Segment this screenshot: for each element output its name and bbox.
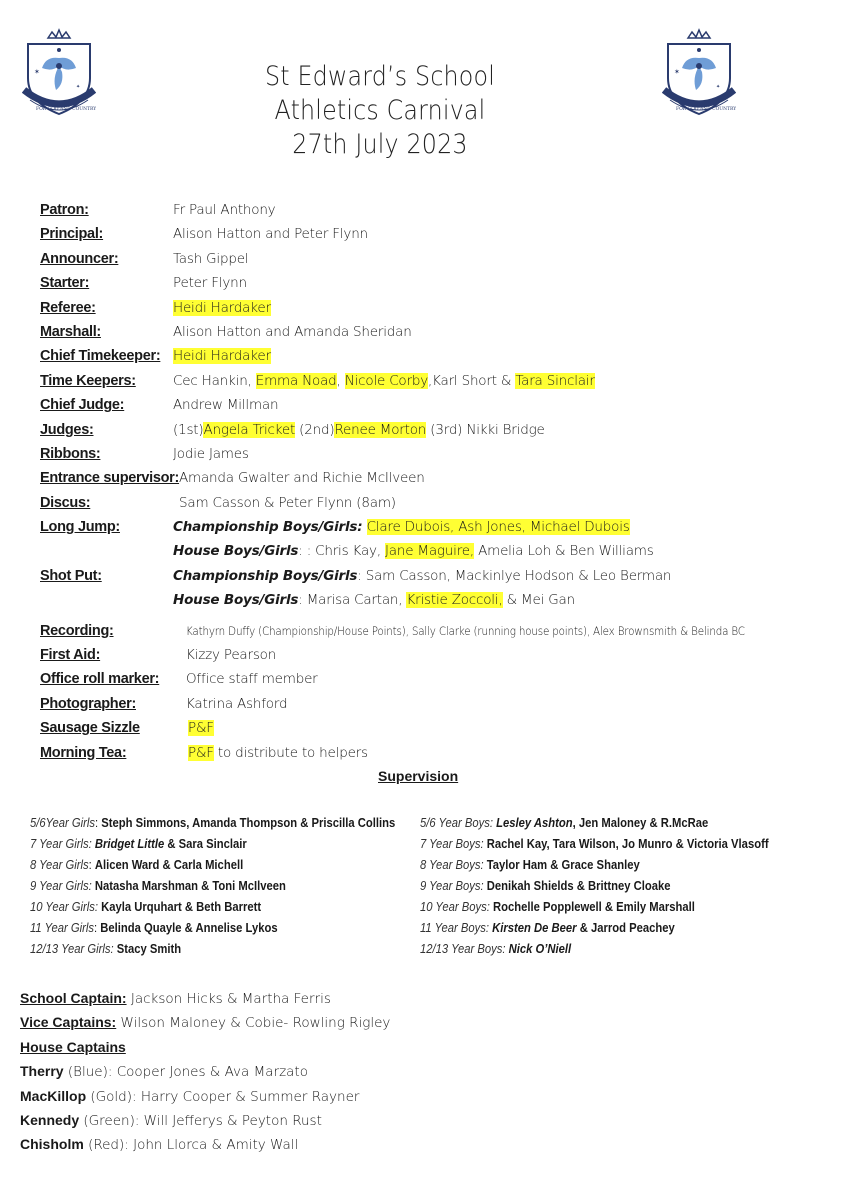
supervision-row <box>420 876 780 897</box>
svg-text:✶: ✶ <box>34 68 40 76</box>
supervision-row <box>30 939 390 960</box>
svg-text:FOR GOD AND COUNTRY: FOR GOD AND COUNTRY <box>36 107 96 112</box>
supervisor-names: Kayla Urquhart & Beth Barrett <box>101 900 262 914</box>
supervisor-names: , Jen Maloney & R.McRae <box>572 816 709 830</box>
supervisor-names: Kirsten De Beer <box>492 921 577 935</box>
role-value <box>188 741 368 765</box>
role-row <box>40 418 830 442</box>
role-label: Judges: <box>40 421 94 438</box>
role-row <box>40 369 830 393</box>
vice-captains-row <box>20 1010 620 1034</box>
house-colour: (Blue): <box>63 1064 113 1081</box>
highlighted-name: Clare Dubois, Ash Jones, Michael Dubois <box>366 519 630 536</box>
supervision-row <box>420 834 780 855</box>
school-captain-label: School Captain: <box>20 990 127 1006</box>
role-row <box>40 741 830 765</box>
name-text: : Marisa Cartan, <box>298 592 407 609</box>
separator: : <box>88 858 95 872</box>
supervision-row <box>30 834 390 855</box>
role-value <box>173 222 368 246</box>
name-text: Katrina Ashford <box>186 695 288 712</box>
year-group: 12/13 Year Girls: <box>30 942 114 956</box>
role-row <box>40 296 830 320</box>
role-label: Chief Judge: <box>40 397 125 414</box>
highlighted-name: Heidi Hardaker <box>173 299 271 316</box>
school-crest-right <box>662 28 736 118</box>
name-text: (3rd) Nikki Bridge <box>426 421 545 438</box>
highlighted-name: Heidi Hardaker <box>173 348 271 365</box>
role-label: Photographer: <box>40 695 136 712</box>
role-row <box>40 222 830 246</box>
role-row <box>40 198 830 222</box>
supervisor-names: Stacy Smith <box>116 942 182 956</box>
role-label: Announcer: <box>40 250 119 267</box>
name-text: Sam Casson & Peter Flynn (8am) <box>179 494 396 511</box>
title-school: St Edward’s School <box>264 61 496 92</box>
role-value <box>173 442 249 466</box>
role-label: Ribbons: <box>40 445 101 462</box>
role-value <box>173 393 278 417</box>
name-text: (1st) <box>173 421 204 438</box>
year-group: 9 Year Boys: <box>420 879 484 893</box>
supervision-row <box>30 897 390 918</box>
house-row <box>20 1108 620 1132</box>
supervisor-names: Taylor Ham & Grace Shanley <box>486 858 640 872</box>
role-row <box>40 393 830 417</box>
role-row <box>40 247 830 271</box>
roles-list <box>40 198 830 765</box>
supervisor-names: Steph Simmons, Amanda Thompson & Priscilla Collins <box>101 816 396 830</box>
house-captains: Will Jefferys & Peyton Rust <box>139 1112 322 1129</box>
role-label: Patron: <box>40 202 89 218</box>
supervision-heading: Supervision <box>378 768 459 784</box>
role-label: Sausage Sizzle <box>40 720 140 737</box>
house-name: Chisholm <box>20 1136 84 1153</box>
svg-text:✶: ✶ <box>674 68 680 76</box>
role-row <box>40 491 830 515</box>
role-value <box>173 344 271 368</box>
role-label: Chief Timekeeper: <box>40 348 161 365</box>
role-label: Referee: <box>40 299 96 316</box>
year-group: 12/13 Year Boys: <box>420 942 506 956</box>
role-row <box>40 466 830 490</box>
supervision-row <box>420 918 780 939</box>
name-text: Tash Gippel <box>173 250 249 267</box>
role-label: Recording: <box>40 622 114 639</box>
role-value <box>188 716 214 740</box>
year-group: 11 Year Girls <box>30 921 94 935</box>
role-value <box>186 619 745 643</box>
role-label: Principal: <box>40 226 104 243</box>
name-text: Office staff member <box>186 671 318 688</box>
event-category: Championship Boys/Girls <box>173 567 358 584</box>
house-name: Kennedy <box>20 1111 80 1128</box>
role-label: Starter: <box>40 275 90 292</box>
name-text: Amanda Gwalter and Richie McIlveen <box>179 470 425 487</box>
role-row <box>40 320 830 344</box>
highlighted-name: Nicole Corby <box>344 372 428 389</box>
separator: : <box>93 921 101 935</box>
supervisor-names: Rochelle Popplewell & Emily Marshall <box>492 900 695 914</box>
svg-text:✦: ✦ <box>76 84 81 90</box>
role-value <box>173 247 248 271</box>
name-text: & Mei Gan <box>502 592 575 609</box>
name-text: Kizzy Pearson <box>186 647 277 664</box>
supervisor-names: Lesley Ashton <box>496 816 573 830</box>
role-label: Marshall: <box>40 323 101 340</box>
vice-captains-label: Vice Captains: <box>20 1014 117 1031</box>
role-row <box>40 564 830 588</box>
house-colour: (Green): <box>79 1112 140 1129</box>
highlighted-name: Renee Morton <box>334 421 427 438</box>
name-text: Jodie James <box>173 445 249 462</box>
highlighted-name: Angela Tricket <box>203 421 296 438</box>
supervision-row <box>30 918 390 939</box>
name-text: Fr Paul Anthony <box>173 202 276 218</box>
supervisor-names: Belinda Quayle & Annelise Lykos <box>100 921 278 935</box>
title-event: Athletics Carnival <box>274 95 486 126</box>
supervision-row <box>420 897 780 918</box>
role-label: First Aid: <box>40 647 101 664</box>
role-row <box>40 643 830 667</box>
role-row <box>40 667 830 691</box>
name-text: Peter Flynn <box>173 275 247 292</box>
house-captains: John Llorca & Amity Wall <box>128 1137 299 1154</box>
school-crest-left <box>22 28 96 118</box>
year-group: 8 Year Boys: <box>420 858 484 872</box>
role-value <box>186 643 276 667</box>
house-captains-row <box>20 1035 620 1059</box>
vice-captains-value: Wilson Maloney & Cobie- Rowling Rigley <box>116 1015 391 1032</box>
role-row <box>40 539 830 563</box>
highlighted-name: Kristie Zoccoli, <box>406 592 503 609</box>
supervisor-names: Natasha Marshman & Toni McIlveen <box>94 879 286 893</box>
highlighted-name: Jane Maguire, <box>385 543 474 560</box>
supervisor-names: Bridget Little <box>94 837 165 851</box>
role-value <box>173 271 247 295</box>
captains-section <box>20 986 620 1157</box>
role-value <box>173 198 275 222</box>
supervision-girls-list <box>30 813 430 960</box>
role-row <box>40 588 830 612</box>
event-category: House Boys/Girls <box>173 592 299 609</box>
name-text: : Sam Casson, Mackinlye Hodson & Leo Berman <box>357 567 672 584</box>
supervision-row <box>30 855 390 876</box>
house-name: MacKillop <box>20 1087 87 1104</box>
event-category: House Boys/Girls <box>173 543 299 560</box>
name-text: : : Chris Kay, <box>298 543 385 560</box>
highlighted-name: Tara Sinclair <box>515 372 595 389</box>
role-value <box>173 369 595 393</box>
name-text: Kathyrn Duffy (Championship/House Points), Sally Clarke (running house points), Alex Brownsmith & Belinda BC <box>186 623 745 638</box>
house-row <box>20 1132 620 1156</box>
house-colour: (Gold): <box>86 1088 137 1105</box>
year-group: 10 Year Boys: <box>420 900 490 914</box>
year-group: 5/6 Year Boys: <box>420 816 493 830</box>
supervision-row <box>420 813 780 834</box>
house-captains: Harry Cooper & Summer Rayner <box>136 1088 360 1105</box>
highlighted-name: P&F <box>188 744 214 761</box>
house-captains: Cooper Jones & Ava Marzato <box>112 1064 308 1081</box>
house-row <box>20 1084 620 1108</box>
title-date: 27th July 2023 <box>292 129 468 160</box>
house-captains-label: House Captains <box>20 1038 126 1055</box>
year-group: 5/6Year Girls <box>30 816 96 830</box>
role-label: Office roll marker: <box>40 671 160 688</box>
svg-text:FOR GOD AND COUNTRY: FOR GOD AND COUNTRY <box>676 107 736 112</box>
house-list <box>20 1059 620 1157</box>
document-title <box>180 60 580 162</box>
name-text: Cec Hankin, <box>173 372 256 389</box>
role-label: Discus: <box>40 494 91 511</box>
year-group: 8 Year Girls <box>30 858 89 872</box>
role-value <box>186 692 287 716</box>
school-captain-value: Jackson Hicks & Martha Ferris <box>126 991 331 1007</box>
highlighted-name: P&F <box>188 720 214 737</box>
role-value <box>173 588 575 612</box>
svg-text:✦: ✦ <box>716 84 721 90</box>
name-text <box>362 519 366 535</box>
role-row <box>40 344 830 368</box>
supervisor-names: & Jarrod Peachey <box>576 921 675 935</box>
supervisor-names: & Sara Sinclair <box>164 837 247 851</box>
supervisor-names: Nick O’Niell <box>508 942 572 956</box>
year-group: 10 Year Girls: <box>30 900 98 914</box>
separator: : <box>95 816 102 830</box>
school-captain-row <box>20 986 620 1010</box>
role-row <box>40 515 830 539</box>
role-row <box>40 619 830 643</box>
role-row <box>40 692 830 716</box>
name-text: Alison Hatton and Amanda Sheridan <box>173 323 412 340</box>
event-category: Championship Boys/Girls: <box>173 519 363 536</box>
role-value <box>173 320 412 344</box>
role-value <box>186 667 318 691</box>
role-label: Long Jump: <box>40 519 120 536</box>
year-group: 9 Year Girls: <box>30 879 92 893</box>
role-label: Entrance supervisor: <box>40 470 180 487</box>
year-group: 11 Year Boys: <box>420 921 490 935</box>
name-text: , <box>336 372 345 389</box>
supervision-row <box>30 813 396 834</box>
role-value <box>173 564 671 588</box>
role-value <box>173 515 630 539</box>
role-label: Shot Put: <box>40 567 102 584</box>
role-value <box>173 418 545 442</box>
role-row <box>40 716 830 740</box>
role-value <box>173 539 654 563</box>
house-row <box>20 1059 620 1083</box>
role-label: Morning Tea: <box>40 744 127 761</box>
name-text: ,Karl Short & <box>428 372 516 389</box>
name-text: Amelia Loh & Ben Williams <box>474 543 654 560</box>
name-text: to distribute to helpers <box>213 744 368 761</box>
name-text: Andrew Millman <box>173 397 279 414</box>
supervisor-names: Denikah Shields & Brittney Cloake <box>486 879 671 893</box>
supervision-row <box>420 855 780 876</box>
house-name: Therry <box>20 1063 64 1080</box>
house-colour: (Red): <box>83 1137 129 1154</box>
year-group: 7 Year Boys: <box>420 837 484 851</box>
highlighted-name: Emma Noad <box>255 372 337 389</box>
supervision-row <box>30 876 390 897</box>
role-row <box>40 271 830 295</box>
role-value <box>173 296 271 320</box>
supervisor-names: Alicen Ward & Carla Michell <box>94 858 244 872</box>
supervision-boys-list <box>420 813 820 960</box>
role-row <box>40 442 830 466</box>
name-text: Alison Hatton and Peter Flynn <box>173 226 368 243</box>
role-value <box>179 466 425 490</box>
supervision-row <box>420 939 780 960</box>
supervisor-names: Rachel Kay, Tara Wilson, Jo Munro & Victoria Vlasoff <box>486 837 769 851</box>
name-text: (2nd) <box>295 421 335 438</box>
role-label: Time Keepers: <box>40 372 136 389</box>
role-value <box>179 491 396 515</box>
year-group: 7 Year Girls: <box>30 837 92 851</box>
